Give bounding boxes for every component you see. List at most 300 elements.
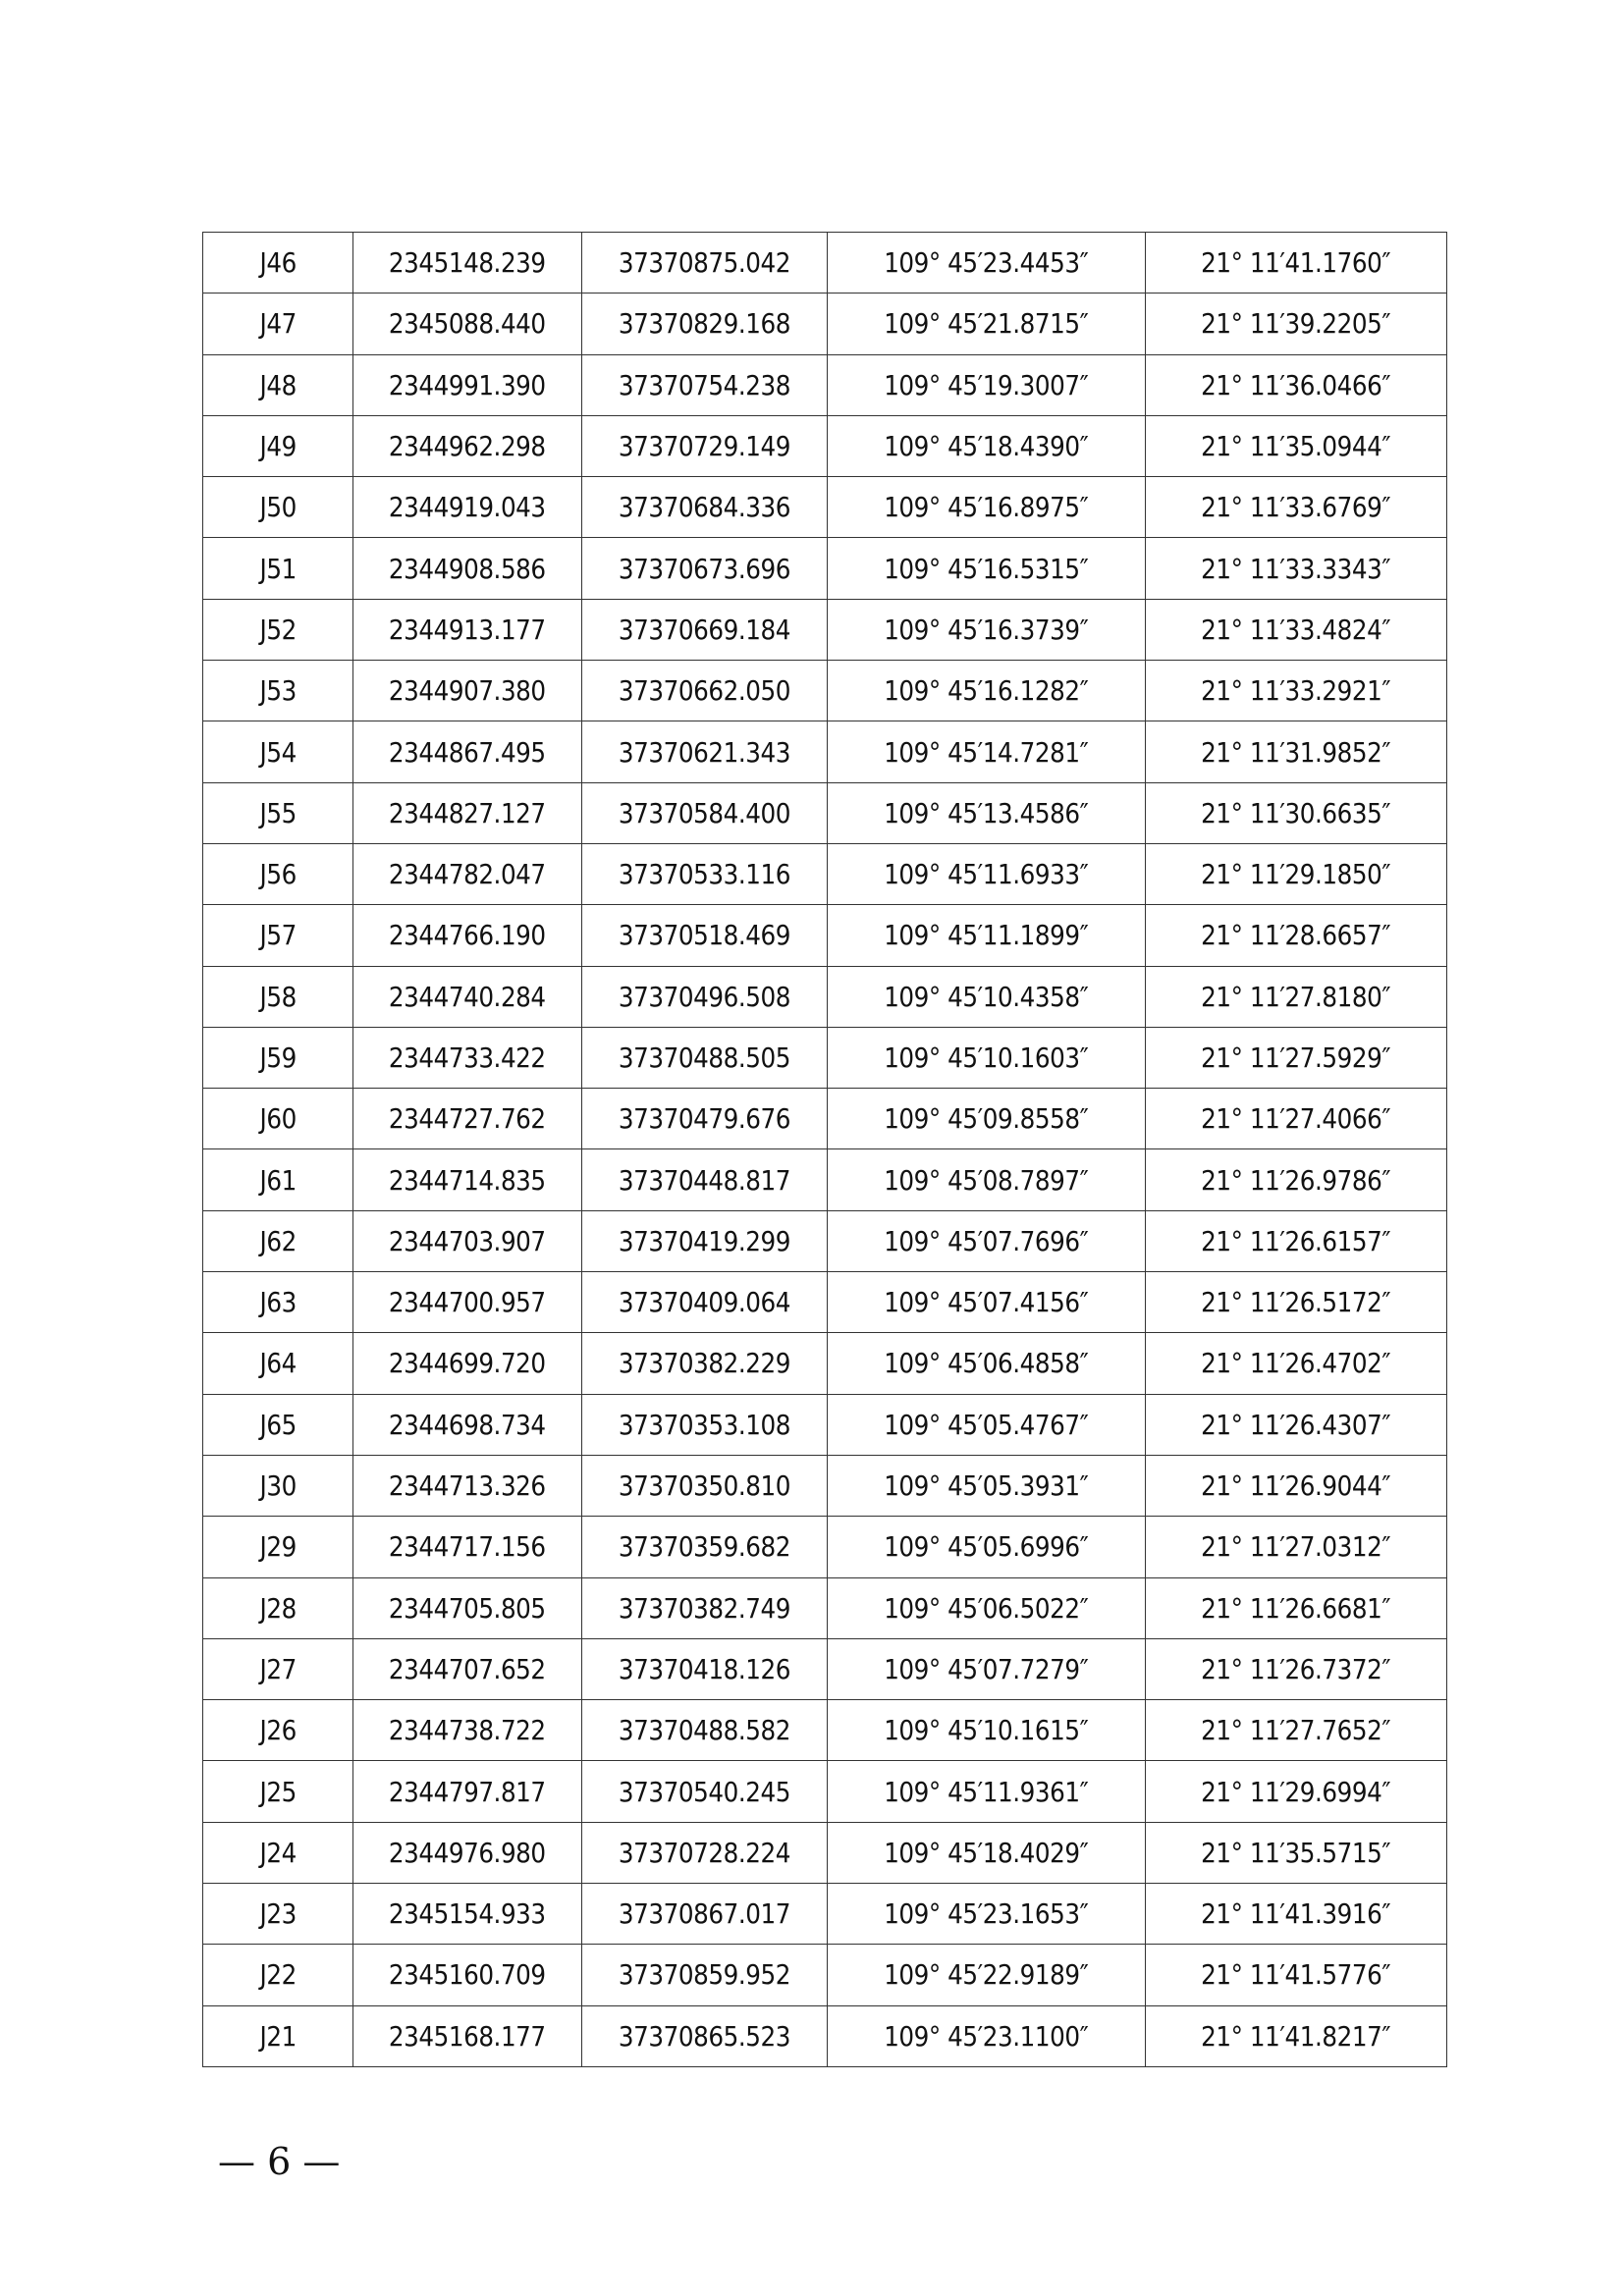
table-row (203, 233, 1447, 294)
x-coordinate-text: 2344867.495 (389, 735, 546, 769)
x-coordinate-cell (353, 354, 582, 415)
longitude-text: 109° 45′16.1282″ (884, 674, 1089, 708)
longitude-text: 109° 45′07.7279″ (884, 1652, 1089, 1685)
latitude-cell (1146, 1638, 1447, 1699)
latitude-text: 21° 11′39.2205″ (1201, 307, 1391, 341)
point-id-cell (203, 233, 353, 294)
y-coordinate-cell (582, 1149, 828, 1210)
y-coordinate-cell (582, 661, 828, 721)
point-id-text: J63 (259, 1286, 297, 1319)
latitude-text: 21° 11′36.0466″ (1201, 368, 1391, 401)
longitude-cell (828, 843, 1146, 904)
latitude-cell (1146, 1884, 1447, 1945)
y-coordinate-text: 37370359.682 (618, 1530, 790, 1564)
x-coordinate-text: 2345160.709 (389, 1958, 546, 1992)
y-coordinate-text: 37370662.050 (618, 674, 790, 708)
longitude-text: 109° 45′09.8558″ (884, 1102, 1089, 1136)
y-coordinate-text: 37370419.299 (618, 1224, 790, 1257)
point-id-text: J48 (259, 368, 297, 401)
longitude-text: 109° 45′13.4586″ (884, 796, 1089, 829)
x-coordinate-text: 2345168.177 (389, 2019, 546, 2053)
x-coordinate-text: 2344740.284 (389, 980, 546, 1013)
y-coordinate-cell (582, 1394, 828, 1455)
longitude-cell (828, 294, 1146, 354)
point-id-cell (203, 966, 353, 1027)
table-row (203, 782, 1447, 843)
point-id-text: J23 (259, 1897, 297, 1931)
longitude-text: 109° 45′10.1615″ (884, 1714, 1089, 1747)
x-coordinate-text: 2344705.805 (389, 1591, 546, 1625)
table-row (203, 905, 1447, 966)
x-coordinate-cell (353, 782, 582, 843)
latitude-text: 21° 11′41.1760″ (1201, 246, 1391, 280)
coordinate-table-body (203, 233, 1447, 2067)
latitude-text: 21° 11′33.4824″ (1201, 613, 1391, 646)
longitude-text: 109° 45′16.5315″ (884, 552, 1089, 585)
x-coordinate-text: 2344707.652 (389, 1652, 546, 1685)
table-row (203, 661, 1447, 721)
longitude-text: 109° 45′10.4358″ (884, 980, 1089, 1013)
y-coordinate-text: 37370496.508 (618, 980, 790, 1013)
point-id-cell (203, 294, 353, 354)
longitude-text: 109° 45′18.4390″ (884, 430, 1089, 463)
latitude-text: 21° 11′27.8180″ (1201, 980, 1391, 1013)
y-coordinate-cell (582, 415, 828, 476)
x-coordinate-cell (353, 905, 582, 966)
point-id-cell (203, 1333, 353, 1394)
x-coordinate-text: 2344700.957 (389, 1286, 546, 1319)
x-coordinate-text: 2344714.835 (389, 1163, 546, 1197)
y-coordinate-cell (582, 1945, 828, 2005)
point-id-cell (203, 1517, 353, 1577)
point-id-cell (203, 415, 353, 476)
point-id-text: J51 (259, 552, 297, 585)
longitude-cell (828, 538, 1146, 599)
point-id-text: J30 (259, 1469, 297, 1503)
x-coordinate-text: 2344733.422 (389, 1041, 546, 1074)
latitude-text: 21° 11′33.3343″ (1201, 552, 1391, 585)
point-id-text: J52 (259, 613, 297, 646)
y-coordinate-cell (582, 233, 828, 294)
point-id-text: J58 (259, 980, 297, 1013)
x-coordinate-text: 2345088.440 (389, 307, 546, 341)
longitude-cell (828, 1272, 1146, 1333)
latitude-cell (1146, 1210, 1447, 1271)
point-id-text: J47 (259, 307, 297, 341)
y-coordinate-cell (582, 1761, 828, 1822)
y-coordinate-cell (582, 1210, 828, 1271)
latitude-cell (1146, 477, 1447, 538)
longitude-text: 109° 45′19.3007″ (884, 368, 1089, 401)
point-id-text: J56 (259, 858, 297, 891)
longitude-text: 109° 45′14.7281″ (884, 735, 1089, 769)
latitude-cell (1146, 294, 1447, 354)
longitude-text: 109° 45′23.4453″ (884, 246, 1089, 280)
y-coordinate-cell (582, 2005, 828, 2066)
latitude-cell (1146, 966, 1447, 1027)
longitude-cell (828, 1149, 1146, 1210)
longitude-cell (828, 2005, 1146, 2066)
x-coordinate-text: 2344738.722 (389, 1714, 546, 1747)
point-id-text: J65 (259, 1408, 297, 1441)
latitude-text: 21° 11′41.8217″ (1201, 2019, 1391, 2053)
point-id-cell (203, 354, 353, 415)
point-id-text: J28 (259, 1591, 297, 1625)
latitude-cell (1146, 233, 1447, 294)
latitude-cell (1146, 354, 1447, 415)
x-coordinate-text: 2344698.734 (389, 1408, 546, 1441)
y-coordinate-text: 37370409.064 (618, 1286, 790, 1319)
point-id-cell (203, 1455, 353, 1516)
y-coordinate-text: 37370518.469 (618, 919, 790, 952)
latitude-text: 21° 11′33.6769″ (1201, 491, 1391, 524)
y-coordinate-text: 37370479.676 (618, 1102, 790, 1136)
latitude-text: 21° 11′41.5776″ (1201, 1958, 1391, 1992)
longitude-cell (828, 782, 1146, 843)
x-coordinate-text: 2344913.177 (389, 613, 546, 646)
point-id-text: J49 (259, 430, 297, 463)
x-coordinate-cell (353, 415, 582, 476)
point-id-cell (203, 1884, 353, 1945)
latitude-cell (1146, 1761, 1447, 1822)
table-row (203, 1210, 1447, 1271)
point-id-cell (203, 782, 353, 843)
longitude-text: 109° 45′10.1603″ (884, 1041, 1089, 1074)
y-coordinate-text: 37370382.229 (618, 1347, 790, 1380)
latitude-cell (1146, 1700, 1447, 1761)
point-id-cell (203, 1089, 353, 1149)
table-row (203, 1333, 1447, 1394)
latitude-text: 21° 11′26.9044″ (1201, 1469, 1391, 1503)
x-coordinate-cell (353, 538, 582, 599)
latitude-cell (1146, 1517, 1447, 1577)
x-coordinate-cell (353, 661, 582, 721)
x-coordinate-cell (353, 966, 582, 1027)
point-id-cell (203, 2005, 353, 2066)
x-coordinate-cell (353, 2005, 582, 2066)
latitude-cell (1146, 599, 1447, 660)
latitude-text: 21° 11′27.5929″ (1201, 1041, 1391, 1074)
table-row (203, 1638, 1447, 1699)
latitude-text: 21° 11′33.2921″ (1201, 674, 1391, 708)
y-coordinate-cell (582, 1700, 828, 1761)
longitude-cell (828, 354, 1146, 415)
x-coordinate-text: 2345148.239 (389, 246, 546, 280)
longitude-cell (828, 1027, 1146, 1088)
x-coordinate-cell (353, 1455, 582, 1516)
point-id-text: J27 (259, 1652, 297, 1685)
table-row (203, 1884, 1447, 1945)
y-coordinate-text: 37370350.810 (618, 1469, 790, 1503)
latitude-text: 21° 11′29.6994″ (1201, 1775, 1391, 1808)
y-coordinate-text: 37370867.017 (618, 1897, 790, 1931)
y-coordinate-text: 37370829.168 (618, 307, 790, 341)
longitude-text: 109° 45′21.8715″ (884, 307, 1089, 341)
x-coordinate-text: 2344976.980 (389, 1836, 546, 1869)
longitude-text: 109° 45′11.1899″ (884, 919, 1089, 952)
point-id-text: J55 (259, 796, 297, 829)
latitude-text: 21° 11′26.4702″ (1201, 1347, 1391, 1380)
y-coordinate-cell (582, 477, 828, 538)
x-coordinate-text: 2344782.047 (389, 858, 546, 891)
x-coordinate-cell (353, 721, 582, 782)
longitude-cell (828, 1517, 1146, 1577)
point-id-cell (203, 538, 353, 599)
longitude-cell (828, 477, 1146, 538)
point-id-cell (203, 1638, 353, 1699)
y-coordinate-text: 37370729.149 (618, 430, 790, 463)
longitude-cell (828, 1700, 1146, 1761)
latitude-text: 21° 11′30.6635″ (1201, 796, 1391, 829)
longitude-cell (828, 1884, 1146, 1945)
x-coordinate-text: 2344703.907 (389, 1224, 546, 1257)
x-coordinate-text: 2344919.043 (389, 491, 546, 524)
longitude-cell (828, 661, 1146, 721)
longitude-text: 109° 45′06.5022″ (884, 1591, 1089, 1625)
table-row (203, 1761, 1447, 1822)
y-coordinate-cell (582, 782, 828, 843)
y-coordinate-cell (582, 1517, 828, 1577)
y-coordinate-cell (582, 1333, 828, 1394)
table-row (203, 1700, 1447, 1761)
longitude-cell (828, 1945, 1146, 2005)
latitude-text: 21° 11′27.4066″ (1201, 1102, 1391, 1136)
point-id-cell (203, 1272, 353, 1333)
point-id-cell (203, 721, 353, 782)
longitude-text: 109° 45′16.3739″ (884, 613, 1089, 646)
y-coordinate-text: 37370673.696 (618, 552, 790, 585)
point-id-text: J59 (259, 1041, 297, 1074)
latitude-cell (1146, 1333, 1447, 1394)
point-id-cell (203, 1149, 353, 1210)
longitude-text: 109° 45′22.9189″ (884, 1958, 1089, 1992)
x-coordinate-text: 2344797.817 (389, 1775, 546, 1808)
point-id-cell (203, 599, 353, 660)
x-coordinate-cell (353, 1333, 582, 1394)
y-coordinate-text: 37370859.952 (618, 1958, 790, 1992)
table-row (203, 1517, 1447, 1577)
latitude-cell (1146, 721, 1447, 782)
point-id-cell (203, 1027, 353, 1088)
y-coordinate-cell (582, 1822, 828, 1883)
point-id-text: J46 (259, 246, 297, 280)
latitude-text: 21° 11′26.5172″ (1201, 1286, 1391, 1319)
longitude-text: 109° 45′05.3931″ (884, 1469, 1089, 1503)
longitude-cell (828, 1577, 1146, 1638)
y-coordinate-cell (582, 294, 828, 354)
longitude-cell (828, 1761, 1146, 1822)
y-coordinate-text: 37370448.817 (618, 1163, 790, 1197)
latitude-cell (1146, 1027, 1447, 1088)
x-coordinate-cell (353, 1089, 582, 1149)
point-id-text: J60 (259, 1102, 297, 1136)
x-coordinate-cell (353, 477, 582, 538)
latitude-text: 21° 11′26.4307″ (1201, 1408, 1391, 1441)
latitude-text: 21° 11′26.7372″ (1201, 1652, 1391, 1685)
table-row (203, 415, 1447, 476)
longitude-cell (828, 1638, 1146, 1699)
y-coordinate-text: 37370728.224 (618, 1836, 790, 1869)
table-row (203, 599, 1447, 660)
y-coordinate-text: 37370684.336 (618, 491, 790, 524)
point-id-text: J25 (259, 1775, 297, 1808)
longitude-text: 109° 45′07.4156″ (884, 1286, 1089, 1319)
longitude-cell (828, 1333, 1146, 1394)
point-id-cell (203, 1577, 353, 1638)
y-coordinate-cell (582, 905, 828, 966)
longitude-text: 109° 45′05.4767″ (884, 1408, 1089, 1441)
point-id-cell (203, 1394, 353, 1455)
y-coordinate-cell (582, 1884, 828, 1945)
point-id-cell (203, 843, 353, 904)
longitude-cell (828, 721, 1146, 782)
latitude-text: 21° 11′31.9852″ (1201, 735, 1391, 769)
longitude-cell (828, 1089, 1146, 1149)
y-coordinate-text: 37370540.245 (618, 1775, 790, 1808)
latitude-text: 21° 11′27.7652″ (1201, 1714, 1391, 1747)
y-coordinate-text: 37370418.126 (618, 1652, 790, 1685)
latitude-cell (1146, 1272, 1447, 1333)
table-row (203, 1027, 1447, 1088)
point-id-cell (203, 1822, 353, 1883)
y-coordinate-cell (582, 721, 828, 782)
y-coordinate-cell (582, 966, 828, 1027)
longitude-text: 109° 45′11.9361″ (884, 1775, 1089, 1808)
point-id-text: J62 (259, 1224, 297, 1257)
x-coordinate-text: 2344699.720 (389, 1347, 546, 1380)
latitude-text: 21° 11′26.6157″ (1201, 1224, 1391, 1257)
y-coordinate-cell (582, 599, 828, 660)
latitude-cell (1146, 1089, 1447, 1149)
longitude-cell (828, 1455, 1146, 1516)
table-row (203, 1394, 1447, 1455)
latitude-text: 21° 11′35.5715″ (1201, 1836, 1391, 1869)
latitude-cell (1146, 1394, 1447, 1455)
y-coordinate-text: 37370488.582 (618, 1714, 790, 1747)
table-row (203, 354, 1447, 415)
point-id-text: J22 (259, 1958, 297, 1992)
x-coordinate-cell (353, 843, 582, 904)
x-coordinate-text: 2344991.390 (389, 368, 546, 401)
point-id-cell (203, 905, 353, 966)
point-id-cell (203, 1945, 353, 2005)
y-coordinate-text: 37370382.749 (618, 1591, 790, 1625)
latitude-cell (1146, 2005, 1447, 2066)
y-coordinate-text: 37370621.343 (618, 735, 790, 769)
table-row (203, 966, 1447, 1027)
y-coordinate-cell (582, 843, 828, 904)
y-coordinate-text: 37370669.184 (618, 613, 790, 646)
table-row (203, 1149, 1447, 1210)
x-coordinate-text: 2344962.298 (389, 430, 546, 463)
latitude-cell (1146, 905, 1447, 966)
y-coordinate-cell (582, 1027, 828, 1088)
table-row (203, 1089, 1447, 1149)
x-coordinate-cell (353, 1884, 582, 1945)
x-coordinate-cell (353, 294, 582, 354)
point-id-text: J26 (259, 1714, 297, 1747)
y-coordinate-cell (582, 1089, 828, 1149)
latitude-text: 21° 11′35.0944″ (1201, 430, 1391, 463)
table-row (203, 1822, 1447, 1883)
point-id-text: J24 (259, 1836, 297, 1869)
longitude-text: 109° 45′11.6933″ (884, 858, 1089, 891)
latitude-cell (1146, 1149, 1447, 1210)
table-row (203, 1945, 1447, 2005)
point-id-cell (203, 1761, 353, 1822)
latitude-cell (1146, 661, 1447, 721)
x-coordinate-text: 2344713.326 (389, 1469, 546, 1503)
x-coordinate-text: 2344766.190 (389, 919, 546, 952)
y-coordinate-cell (582, 1577, 828, 1638)
longitude-cell (828, 905, 1146, 966)
latitude-cell (1146, 843, 1447, 904)
point-id-text: J57 (259, 919, 297, 952)
longitude-text: 109° 45′08.7897″ (884, 1163, 1089, 1197)
x-coordinate-cell (353, 1517, 582, 1577)
table-row (203, 721, 1447, 782)
longitude-text: 109° 45′23.1100″ (884, 2019, 1089, 2053)
latitude-text: 21° 11′41.3916″ (1201, 1897, 1391, 1931)
longitude-cell (828, 1822, 1146, 1883)
coordinate-table (202, 232, 1447, 2067)
x-coordinate-text: 2344717.156 (389, 1530, 546, 1564)
x-coordinate-text: 2344908.586 (389, 552, 546, 585)
x-coordinate-text: 2344827.127 (389, 796, 546, 829)
y-coordinate-text: 37370533.116 (618, 858, 790, 891)
latitude-cell (1146, 1455, 1447, 1516)
longitude-text: 109° 45′05.6996″ (884, 1530, 1089, 1564)
x-coordinate-cell (353, 1761, 582, 1822)
point-id-text: J61 (259, 1163, 297, 1197)
latitude-cell (1146, 415, 1447, 476)
x-coordinate-cell (353, 1210, 582, 1271)
latitude-cell (1146, 538, 1447, 599)
latitude-text: 21° 11′26.9786″ (1201, 1163, 1391, 1197)
y-coordinate-text: 37370754.238 (618, 368, 790, 401)
x-coordinate-cell (353, 1638, 582, 1699)
x-coordinate-text: 2344907.380 (389, 674, 546, 708)
longitude-text: 109° 45′23.1653″ (884, 1897, 1089, 1931)
point-id-text: J54 (259, 735, 297, 769)
x-coordinate-cell (353, 1700, 582, 1761)
y-coordinate-text: 37370488.505 (618, 1041, 790, 1074)
longitude-cell (828, 966, 1146, 1027)
table-row (203, 1272, 1447, 1333)
y-coordinate-text: 37370875.042 (618, 246, 790, 280)
latitude-cell (1146, 1822, 1447, 1883)
y-coordinate-text: 37370353.108 (618, 1408, 790, 1441)
x-coordinate-cell (353, 599, 582, 660)
y-coordinate-cell (582, 1638, 828, 1699)
point-id-text: J53 (259, 674, 297, 708)
latitude-cell (1146, 1577, 1447, 1638)
point-id-cell (203, 477, 353, 538)
longitude-text: 109° 45′18.4029″ (884, 1836, 1089, 1869)
table-row (203, 1455, 1447, 1516)
longitude-text: 109° 45′06.4858″ (884, 1347, 1089, 1380)
x-coordinate-cell (353, 1272, 582, 1333)
table-row (203, 538, 1447, 599)
longitude-cell (828, 415, 1146, 476)
longitude-cell (828, 1210, 1146, 1271)
point-id-cell (203, 1700, 353, 1761)
longitude-text: 109° 45′16.8975″ (884, 491, 1089, 524)
point-id-text: J29 (259, 1530, 297, 1564)
x-coordinate-cell (353, 1822, 582, 1883)
point-id-text: J64 (259, 1347, 297, 1380)
point-id-text: J21 (259, 2019, 297, 2053)
